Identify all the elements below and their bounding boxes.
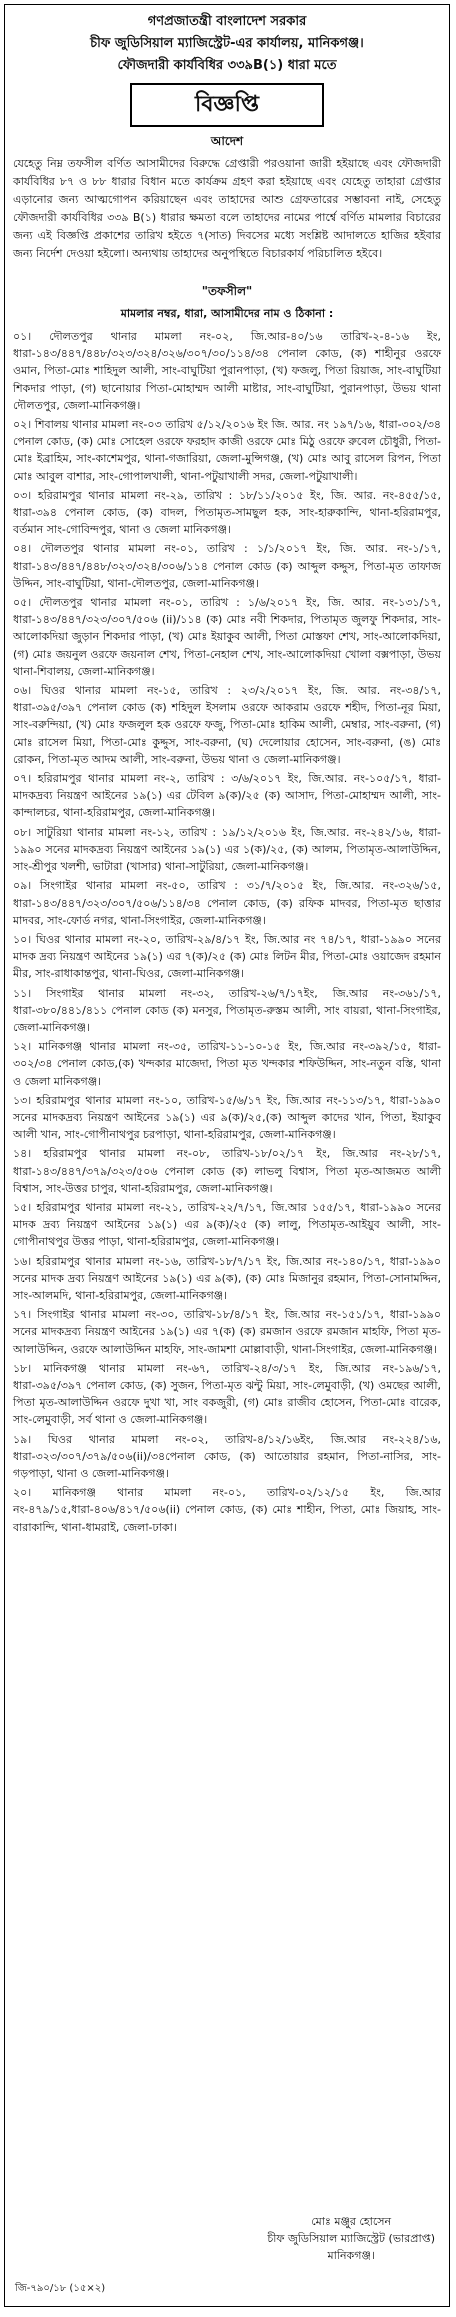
notice-heading-box: [130, 83, 324, 127]
schedule-entry-20: ২০। মানিকগঞ্জ থানার মামলা নং-০১, তারিখ-০২/১২/১৫ ইং, জি.আর নং-৪৭৯/১৫,ধারা-৪০৬/৪১৭/৫০৬(ii) পেনাল কোড, (ক) মোঃ শাহীন, পিতা, মোঃ জিয়াহ, সাং-বারাকান্দি, থানা-ধামরাই, জেলা-ঢাকা।: [13, 1486, 441, 1534]
schedule-entry-17: ১৭। সিংগাইর থানার মামলা নং-৩০, তারিখ-১৮/৪/১৭ ইং, জি.আর নং-১৫১/১৭, ধারা-১৯৯০ সনের মাদকদ্রব্য নিয়ন্ত্রণ আইনের ১৯(১) এর ৭(ক) (ক) রমজান ওরফে রমজান মাহফি, পিতা মৃত-আলাউদ্দিন, ওরফে আলাউদ্দিন মাহফি, সাং-জামশা মোল্লাবাড়ী, থানা-সিংগাইর, জেলা-মানিকগঞ্জ।: [13, 1308, 441, 1356]
publication-code: জি-৭৯০/১৮ (১৫×২): [15, 2283, 106, 2294]
schedule-entry-7: ০৭। হরিরামপুর থানার মামলা নং-২, তারিখ : ৩/৬/২০১৭ ইং, জি.আর. নং-১০৫/১৭, ধারা-মাদকদ্রব্য নিয়ন্ত্রণ আইনের ১৯(১) এর টেবিল ৯(ক)/২৫ (ক) আসাদ, পিতা-মোহাম্মদ আলী, সাং-কান্দালচর, থানা-হরিরামপুর, জেলা-মানিকগঞ্জ।: [13, 772, 441, 820]
notice-heading: বিজ্ঞপ্তি: [195, 91, 259, 117]
order-body: যেহেতু নিম্ন তফসীল বর্ণিত আসামীদের বিরুদ্ধে গ্রেপ্তারী পরওয়ানা জারী হইয়াছে এবং ফৌজদারী কার্যবিধির ৮৭ ও ৮৮ ধারার বিধান মতে কার্যক্রম গ্রহণ করা হইয়াছে এবং যেহেতু তাহারা গ্রেপ্তার এড়ানোর জন্য আত্মগোপন করিয়াছেন এবং তাহাদের আশু গ্রেফতারের সম্ভাবনা নাই, সেহেতু ফৌজদারী কার্যবিধির ৩৩৯ B(১) ধারার ক্ষমতা বলে তাহাদের নামের পার্শ্বে বর্ণিত মামলার বিচারের জন্য এই বিজ্ঞপ্তি প্রকাশের তারিখ হইতে ৭(সাত) দিবসের মধ্যে সংশ্লিষ্ট আদালতে হাজির হইবার জন্য নির্দেশ দেওয়া হইলো। অন্যথায় তাহাদের অনুপস্থিতে বিচারকার্য পরিচালিত হইবে।: [13, 157, 441, 260]
schedule-entry-13: ১৩। হরিরামপুর থানার মামলা নং-১০, তারিখ-১৫/৬/১৭ ইং, জি.আর নং-১১৩/১৭, ধারা-১৯৯০ সনের মাদকদ্রব্য নিয়ন্ত্রণ আইনের ১৯(১) এর ৯(ক)/২৫,(ক) আব্দুল কাদের খান, পিতা, ইয়াকুব আলী খান, সাং-গোপীনাথপুর চরপাড়া, থানা-হরিরামপুর, জেলা-মানিকগঞ্জ।: [13, 1093, 441, 1142]
schedule-entry-1: ০১। দৌলতপুর থানার মামলা নং-০২, জি.আর-৪০/১৬ তারিখ-২-৪-১৬ ইং, ধারা-১৪৩/৪৪৭/৪৪৮/৩২৩/৩২৪/৩২৬/৩০৭/৩০/১১৪/৩৪ পেনাল কোড, (ক) শাহীনুর ওরফে ওমান, পিতা-মোঃ শাহিদুল আলী, সাং-বাঘুটিয়া পুরানপাড়া, (খ) ফজলু, পিতা রিয়াজ, সাং-বাঘুটিয়া শিকদার পাড়া, (গ) ছানোয়ার পিতা-মোহাম্মদ আলী মাষ্টার, সাং-বাঘুটিয়া, পুরানপাড়া, উভয় থানা দৌলতপুর, জেলা-মানিকগঞ্জ।: [13, 330, 441, 412]
schedule-entry-6: ০৬। ঘিওর থানার মামলা নং-১৫, তারিখ : ২৩/২/২০১৭ ইং, জি. আর. নং-৩৪/১৭, ধারা-৩৯৫/৩৯৭ পেনাল কোড (ক) শহিদুল ইসলাম ওরফে আকরাম ওরফে শহীদ, পিতা-নূর মিয়া, সাং-বরুন্দিয়া, (খ) মোঃ ফজলুল হক ওরফে ফজু, পিতা-মোঃ হাকিম আলী, মেম্বার, সাং-বরুনা, (গ) মোঃ রাসেল মিয়া, পিতা-মোঃ কুদ্দুস, সাং-বরুনা, (ঘ) দেলোয়ার হোসেন, সাং-বরুনা, (ঙ) মোঃ রোকন, পিতা-মৃত আদম আলী, সাং-বরুনা, উভয় থানা ও জেলা-মানিকগঞ্জ।: [13, 684, 441, 766]
section-reference: ফৌজদারী কার্যবিধির ৩৩৯B(১) ধারা মতে: [117, 58, 337, 73]
order-title: আদেশ: [210, 134, 244, 148]
schedule-subtitle: মামলার নম্বর, ধারা, আসামীদের নাম ও ঠিকানা :: [120, 307, 334, 320]
schedule-entry-10: ১০। ঘিওর থানার মামলা নং-২০, তারিখ-২৯/৪/১৭ ইং, জি.আর নং ৭৪/১৭, ধারা-১৯৯০ সনের মাদক দ্রব্য নিয়ন্ত্রণ আইনের ১৯(১) এর ৭(ক)/২৫ (ক) মোঃ লিটন মীর, পিতা-মোঃ ওয়াজেদ রহমান মীর, সাং-রাধাকান্তপুর, থানা-ঘিওর, জেলা-মানিকগঞ্জ।: [13, 932, 441, 981]
schedule-entry-8: ০৮। সাটুরিয়া থানার মামলা নং-১২, তারিখ : ১৯/১২/২০১৬ ইং, জি.আর. নং-২৪২/১৬, ধারা- ১৯৯০ সনের মাদকদ্রব্য নিয়ন্ত্রণ আইনের ১৯(১) এর ১(ক)/২৫, (ক) আলম, পিতামৃত-আলাউদ্দিন, সাং-শ্রীপুর খলশী, ভাটারা (খাসার) থানা-সাটুরিয়া, জেলা-মানিকগঞ্জ।: [13, 825, 441, 874]
schedule-entry-2: ০২। শিবালয় থানার মামলা নং-০৩ তারিখ ৫/১২/২০১৬ ইং জি. আর. নং ১৯৭/১৬, ধারা-৩০২/৩৪ পেনাল কোড, (ক) মোঃ সোহেল ওরফে ফরহাদ কাজী ওরফে মোঃ মিঠু ওরফে রুবেল চৌধুরী, পিতা-মোঃ ইব্রাহিম, সাং-কাশেমপুর, থানা-গজারিয়া, জেলা-মুন্সিগঞ্জ, (খ) মোঃ আবু রাসেল রিপন, পিতা মোঃ আবুল বাশার, সাং-গোপালখালী, থানা-পটুয়াখালী সদর, জেলা-পটুয়াখালী।: [13, 418, 441, 483]
schedule-entry-16: ১৬। হরিরামপুর থানার মামলা নং-১৬, তারিখ-১৮/৭/১৭ ইং, জি.আর নং-১৪০/১৭, ধারা-১৯৯০ সনের মাদক দ্রব্য নিয়ন্ত্রণ আইনের ১৯(১) এর ৯(ক), (ক) মোঃ মিজানুর রহমান, পিতা-সোনামদ্দিন, সাং-আলমদি, থানা-হরিরামপুর, জেলা-মানিকগঞ্জ।: [13, 1254, 441, 1302]
office-title: চীফ জুডিসিয়াল ম্যাজিস্ট্রেট-এর কার্যালয়, মানিকগঞ্জ।: [90, 36, 364, 51]
schedule-title: "তফসীল": [201, 284, 253, 298]
schedule-entry-5: ০৫। দৌলতপুর থানার মামলা নং-০১, তারিখ : ১/৬/২০১৭ ইং, জি. আর. নং-১৩১/১৭, ধারা-১৪৩/৪৪৭/৩২৩/৩০৭/৫০৬ (ii)/১১৪ (ক) মোঃ নবী শিকদার, পিতামৃত জুলফু শিকদার, সাং-আলোকদিয়া জুড়ান শিকদার পাড়া, (খ) মোঃ ইয়াকুব আলী, পিতা মোস্তফা শেখ, সাং-আলোকদিয়া, (গ) মোঃ জয়নুল ওরফে জয়নাল শেখ, পিতা-নেহাল শেখ, সাং-আলোকদিয়া খোলা বক্সপাড়া, উভয় থানা-শিবালয়, জেলা-মানিকগঞ্জ।: [13, 596, 441, 678]
signatory-place: মানিকগঞ্জ।: [327, 2249, 375, 2262]
schedule-entry-4: ০৪। দৌলতপুর থানার মামলা নং-০১, তারিখ : ১/১/২০১৭ ইং, জি. আর. নং-১/১৭, ধারা-১৪৩/৪৪৭/৪৪৮/৩২৩/৩২৪/৩০৬/১১৪ পেনাল কোড (ক) আব্দুল কদ্দুস, পিতা-মৃত তাফাজ উদ্দিন, সাং-বাঘুটিয়া, থানা-দৌলতপুর, জেলা-মানিকগঞ্জ।: [13, 542, 441, 590]
header: [5, 5, 449, 127]
signature-block: [267, 2213, 435, 2264]
schedule-entry-9: ০৯। সিংগাইর থানার মামলা নং-৫০, তারিখ : ৩১/৭/২০১৫ ইং, জি.আর. নং-৩২৬/১৫, ধারা-১৪৩/৪৪৭/৩২৩/৩০৭/৫০৬/১১৪/৩৪ পেনাল কোড, (ক) রফিক মাদবর, পিতা-মৃত ছাত্তার মাদবর, সাং-ফোর্ড নগর, থানা-সিংগাইর, জেলা-মানিকগঞ্জ।: [13, 879, 441, 927]
schedule-entry-14: ১৪। হরিরামপুর থানার মামলা নং-০৮, তারিখ-১৮/০২/১৭ ইং, জি.আর নং-২৮/১৭, ধারা-১৪৩/৪৪৭/৩৭৯/৩২৩/৫০৬ পেনাল কোড (ক) লাভলু বিশ্বাস, পিতা মৃত-আজমত আলী বিশ্বাস, সাং-উত্তর চাপুর, থানা-হরিরামপুর, জেলা-মানিকগঞ্জ।: [13, 1147, 441, 1195]
schedule-entry-18: ১৮। মানিকগঞ্জ থানার মামলা নং-৬৭, তারিখ-২৪/৩/১৭ ইং, জি.আর নং-১৯৬/১৭, ধারা-৩৯৫/৩৯৭ পেনাল কোড, (ক) সুজন, পিতা-মৃত ঝন্টু মিয়া, সাং-লেমুবাড়ী, (খ) ওমছের আলী, পিতা মৃত-আলাউদ্দিন ওরফে দুখা খা, সাং বকজুরী, (গ) মোঃ রাজীব হোসেন, পিতা-মোঃ বারেক, সাং-লেমুবাড়ী, সর্ব থানা ও জেলা-মানিকগঞ্জ।: [13, 1361, 441, 1427]
schedule-entry-19: ১৯। ঘিওর থানার মামলা নং-০২, তারিখ-৪/১২/১৬ইং, জি.আর নং-২২৪/১৬, ধারা-৩২৩/৩০৭/৩৭৯/৫০৬(ii)/৩৪পেনাল কোড, (ক) আতোয়ার রহমান, পিতা-নাসির, সাং-গড়পাড়া, থানা ও জেলা-মানিকগঞ্জ।: [13, 1432, 441, 1480]
schedule-entry-15: ১৫। হরিরামপুর থানার মামলা নং-২১, তারিখ-২২/৭/১৭, জি.আর ১৫৫/১৭, ধারা-১৯৯০ সনের মাদক দ্রব্য নিয়ন্ত্রণ আইনের ১৯(১) এর ৯(ক)/২৫ (ক) লালু, পিতামৃত-আইয়ুব আলী, সাং-গোপীনাথপুর উত্তর পাড়া, থানা-হরিরামপুর, জেলা-মানিকগঞ্জ।: [13, 1200, 441, 1249]
schedule-entry-3: ০৩। হরিরামপুর থানার মামলা নং-২৯, তারিখ : ১৮/১১/২০১৫ ইং, জি. আর. নং-৪৫৫/১৫, ধারা-৩৯৪ পেনাল কোড, (ক) বাদল, পিতামৃত-সামছুল হক, সাং-হারুকান্দি, থানা-হরিরামপুর, বর্তমান সাং-গোবিন্দপুর, থানা ও জেলা মানিকগঞ্জ।: [13, 488, 441, 537]
signatory-title: চীফ জুডিসিয়াল ম্যাজিস্ট্রেট (ভারপ্রাপ্ত): [267, 2232, 435, 2245]
notice-page: [4, 4, 450, 2307]
schedule-entry-11: ১১। সিংগাইর থানার মামলা নং-৩২, তারিখ-২৬/৭/১৭ইং, জি.আর নং-৩৬১/১৭, ধারা-৩৮০/৪৪১/৪১১ পেনাল কোড (ক) মনসুর, পিতামৃত-রুস্তম আলী, সাং বায়রা, থানা-সিংগাইর, জেলা-মানিকগঞ্জ।: [13, 986, 441, 1034]
schedule-entry-12: ১২। মানিকগঞ্জ থানার মামলা নং-৩৫, তারিখ-১১-১০-১৫ ইং, জি.আর নং-৩৯২/১৫, ধারা- ৩০২/৩৪ পেনাল কোড,(ক) খন্দকার মাজেদা, পিতা মৃত খন্দকার শফিউদ্দিন, সাং-নতুন বস্তি, থানা ও জেলা মানিকগঞ্জ।: [13, 1040, 441, 1088]
schedule-entries: [5, 328, 449, 1536]
signatory-name: মোঃ মঞ্জুর হোসেন: [311, 2215, 392, 2228]
government-title: গণপ্রজাতন্ত্রী বাংলাদেশ সরকার: [147, 14, 307, 29]
